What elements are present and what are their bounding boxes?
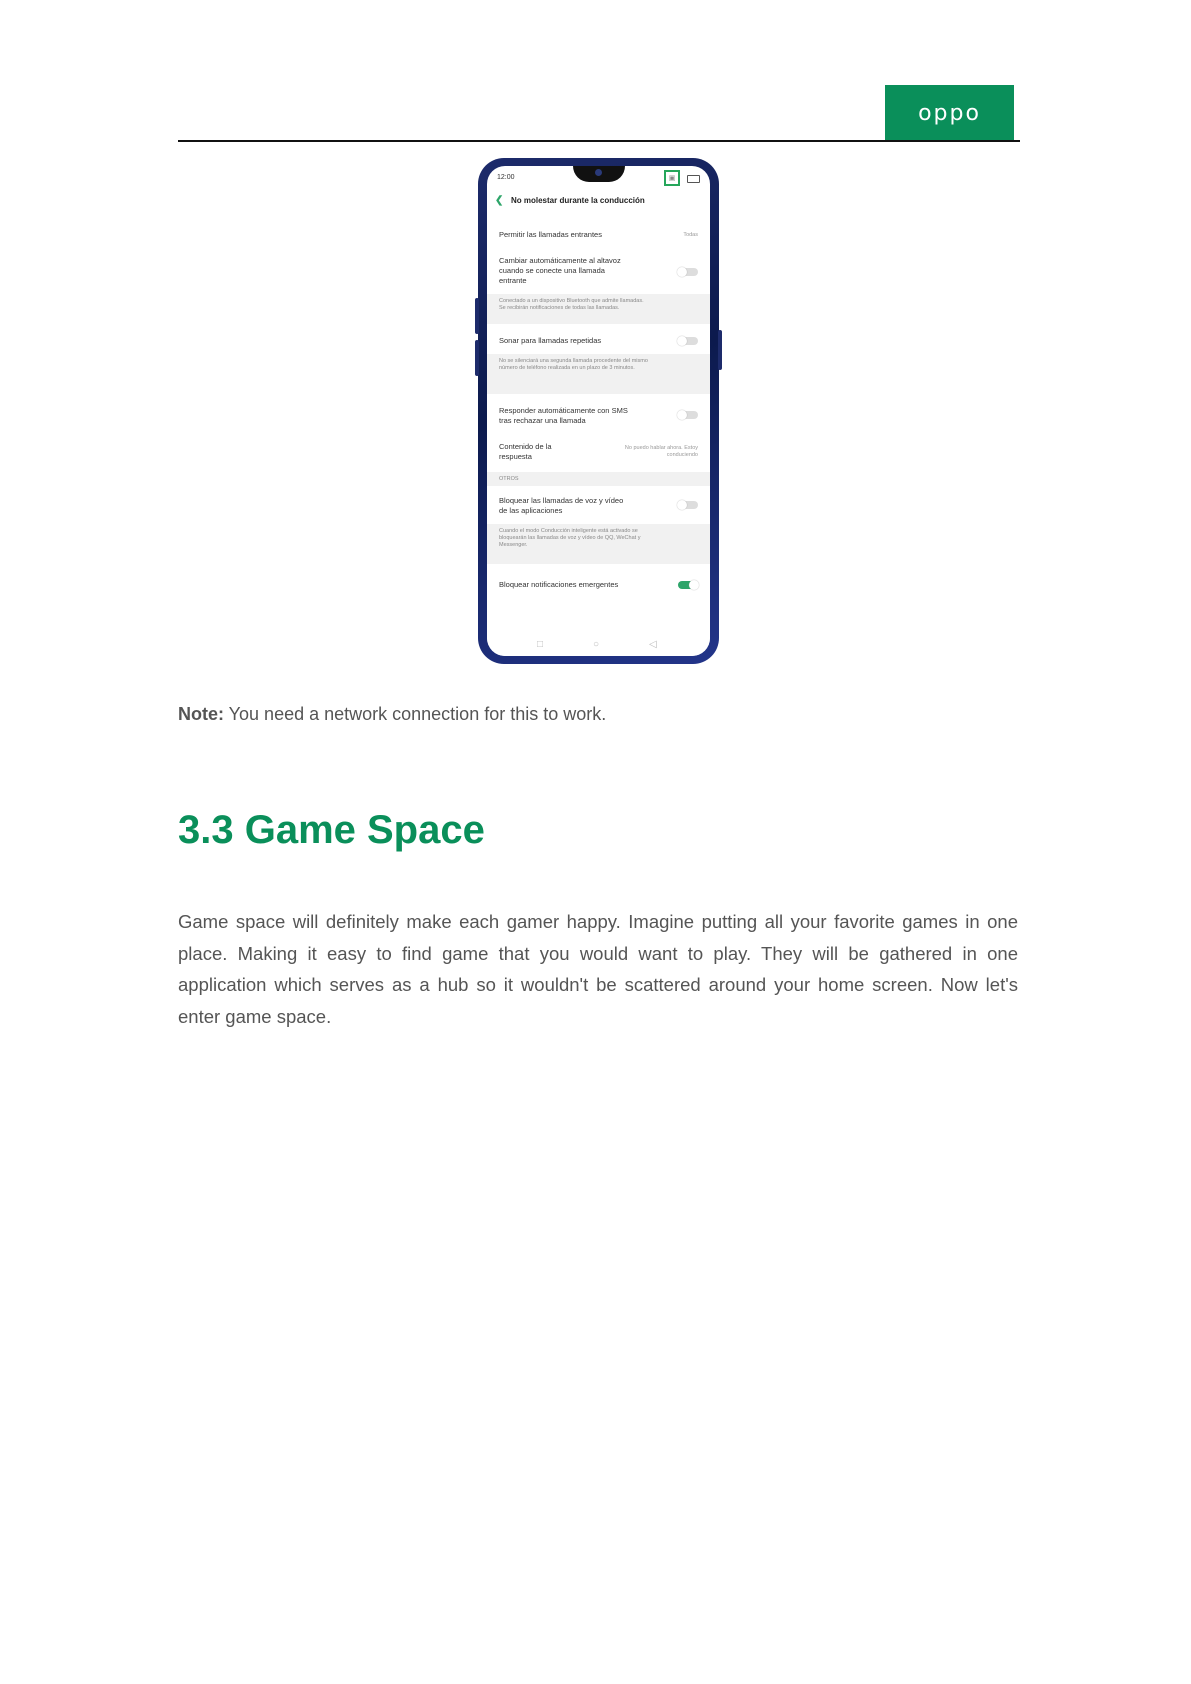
- block-popups-toggle[interactable]: [678, 581, 698, 589]
- setting-row-block-app-calls[interactable]: [487, 496, 710, 520]
- body-paragraph: Game space will definitely make each gamer happy. Imagine putting all your favorite games in one place. Making it easy to find game that you would want to play. They will be gathered in one application which serves as a hub so it wouldn't be scattered around your home screen. Now let's enter game space.: [178, 911, 1018, 1027]
- setting-row-allow-calls[interactable]: [487, 230, 710, 244]
- logo-text: oppo: [918, 100, 981, 126]
- note-paragraph: [178, 704, 606, 725]
- toggle-knob: [677, 336, 687, 346]
- setting-label: Permitir las llamadas entrantes: [499, 230, 602, 239]
- setting-label: Responder automáticamente con SMS tras rechazar una llamada: [499, 406, 628, 425]
- note-text: You need a network connection for this to work.: [224, 704, 607, 724]
- auto-sms-toggle[interactable]: [678, 411, 698, 419]
- car-icon: ▣: [664, 170, 680, 186]
- setting-row-block-popups[interactable]: [487, 580, 710, 594]
- setting-value: No puedo hablar ahora. Estoy conduciendo: [624, 445, 698, 458]
- back-triangle-icon[interactable]: ◁: [649, 639, 657, 650]
- setting-label: Cambiar automáticamente al altavoz cuando se conecte una llamada entrante: [499, 256, 621, 285]
- block-app-calls-toggle[interactable]: [678, 501, 698, 509]
- status-bar: [497, 174, 700, 186]
- setting-row-reply-content[interactable]: [487, 442, 710, 466]
- setting-label: Bloquear las llamadas de voz y vídeo de las aplicaciones: [499, 496, 624, 515]
- oppo-logo: [885, 85, 1014, 141]
- battery-icon: [687, 175, 700, 183]
- toggle-knob: [677, 267, 687, 277]
- info-note-text: Conectado a un dispositivo Bluetooth que admite llamadas. Se recibirán notificaciones de todas las llamadas.: [499, 298, 644, 311]
- recents-square-icon[interactable]: □: [537, 639, 544, 650]
- speaker-toggle[interactable]: [678, 268, 698, 276]
- power-button: [718, 330, 722, 370]
- toggle-knob: [689, 580, 699, 590]
- home-circle-icon[interactable]: ○: [593, 639, 600, 650]
- phone-screenshot: [478, 158, 719, 664]
- setting-label: Bloquear notificaciones emergentes: [499, 580, 619, 589]
- info-note: [487, 294, 710, 324]
- phone-screen: [487, 166, 710, 656]
- toggle-knob: [677, 500, 687, 510]
- toggle-knob: [677, 410, 687, 420]
- section-header: [487, 472, 710, 486]
- screen-title: No molestar durante la conducción: [511, 196, 645, 205]
- app-bar: [495, 196, 702, 210]
- repeat-calls-toggle[interactable]: [678, 337, 698, 345]
- section-header-text: OTROS: [499, 476, 519, 482]
- setting-row-repeat-calls[interactable]: [487, 336, 710, 350]
- navigation-bar: [487, 634, 710, 656]
- setting-value: Todas: [683, 232, 698, 238]
- note-label: Note:: [178, 704, 224, 724]
- section-heading: 3.3 Game Space: [178, 808, 485, 852]
- status-time: 12:00: [497, 174, 515, 181]
- info-note-text: Cuando el modo Conducción inteligente está activado se bloquearán las llamadas de voz y vídeo de QQ, WeChat y Messenger.: [499, 528, 641, 548]
- info-note: [487, 524, 710, 564]
- setting-row-speaker[interactable]: [487, 256, 710, 290]
- volume-down-button: [475, 340, 479, 376]
- info-note-text: No se silenciará una segunda llamada procedente del mismo número de teléfono realizada en un plazo de 3 minutos.: [499, 358, 648, 371]
- back-chevron-icon[interactable]: ❮: [495, 195, 504, 206]
- volume-up-button: [475, 298, 479, 334]
- info-note: [487, 354, 710, 394]
- header-divider: [178, 140, 1020, 142]
- setting-label: Contenido de la respuesta: [499, 442, 552, 461]
- setting-label: Sonar para llamadas repetidas: [499, 336, 602, 345]
- setting-row-auto-sms[interactable]: [487, 406, 710, 430]
